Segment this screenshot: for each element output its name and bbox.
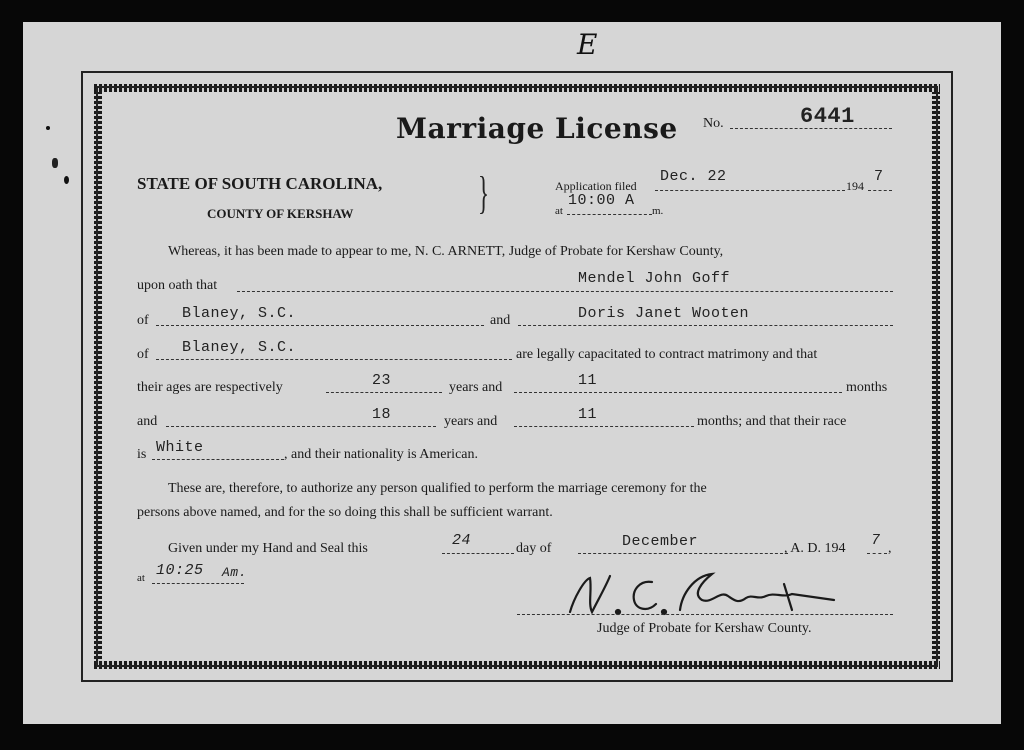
groom-age-months: 11 bbox=[578, 372, 598, 389]
months-race-text: months; and that their race bbox=[697, 414, 847, 429]
given-day-line bbox=[442, 553, 514, 554]
bride-years-line bbox=[166, 426, 436, 427]
day-of-label: day of bbox=[516, 541, 552, 556]
given-month: December bbox=[622, 533, 699, 550]
given-label: Given under my Hand and Seal this bbox=[168, 541, 368, 556]
and-label: and bbox=[137, 414, 158, 429]
license-title: Marriage License bbox=[396, 112, 678, 145]
application-year-prefix: 194 bbox=[846, 179, 864, 193]
application-time: 10:00 A bbox=[568, 192, 635, 209]
application-date: Dec. 22 bbox=[660, 168, 727, 185]
judge-signature bbox=[552, 560, 852, 630]
given-time-line bbox=[152, 583, 244, 584]
signature-line bbox=[517, 614, 893, 615]
license-number: 6441 bbox=[800, 104, 855, 129]
bride-months-line bbox=[514, 426, 694, 427]
months-label: months bbox=[846, 380, 888, 395]
is-label: is bbox=[137, 447, 147, 462]
of-label: of bbox=[137, 313, 149, 328]
application-label: Application filed bbox=[555, 179, 637, 193]
bride-place-line bbox=[156, 359, 512, 360]
m-label: m. bbox=[652, 205, 664, 217]
and-label: and bbox=[490, 313, 511, 328]
of-label: of bbox=[137, 347, 149, 362]
at-label: at bbox=[137, 572, 145, 584]
years-and-label: years and bbox=[444, 414, 498, 429]
bride-line bbox=[518, 325, 893, 326]
state-name: STATE OF SOUTH CAROLINA, bbox=[137, 174, 383, 193]
bride-age-years: 18 bbox=[372, 406, 392, 423]
years-and-label: years and bbox=[449, 380, 503, 395]
groom-name: Mendel John Goff bbox=[578, 270, 731, 287]
comma: , bbox=[888, 541, 892, 556]
number-label: No. bbox=[703, 116, 724, 131]
given-ampm: Am. bbox=[222, 565, 247, 580]
authorize-line-1: These are, therefore, to authorize any person qualified to perform the marriage ceremony for the bbox=[168, 481, 707, 496]
at-label: at bbox=[555, 205, 563, 217]
given-year-line bbox=[867, 553, 887, 554]
groom-place-line bbox=[156, 325, 484, 326]
upon-oath-label: upon oath that bbox=[137, 278, 218, 293]
application-year-line bbox=[868, 190, 892, 191]
groom-place: Blaney, S.C. bbox=[182, 305, 297, 322]
given-time: 10:25 bbox=[156, 562, 204, 579]
given-day: 24 bbox=[452, 532, 472, 549]
bride-place: Blaney, S.C. bbox=[182, 339, 297, 356]
authorize-line-2: persons above named, and for the so doing this shall be sufficient warrant. bbox=[137, 505, 553, 520]
brace: } bbox=[478, 167, 490, 218]
application-date-line bbox=[655, 190, 845, 191]
bride-age-months: 11 bbox=[578, 406, 598, 423]
groom-age-years: 23 bbox=[372, 372, 392, 389]
application-year-digit: 7 bbox=[874, 168, 884, 185]
legally-text: are legally capacitated to contract matrimony and that bbox=[516, 347, 818, 362]
county-name: COUNTY OF KERSHAW bbox=[207, 206, 354, 221]
given-month-line bbox=[578, 553, 788, 554]
given-year-digit: 7 bbox=[871, 532, 881, 549]
application-time-line bbox=[567, 214, 652, 215]
scan-speck bbox=[52, 158, 58, 168]
nationality-text: , and their nationality is American. bbox=[284, 447, 479, 462]
groom-months-line bbox=[514, 392, 842, 393]
ages-label: their ages are respectively bbox=[137, 380, 283, 395]
race-line bbox=[152, 459, 284, 460]
groom-line bbox=[237, 291, 893, 292]
ad-label: , A. D. 194 bbox=[784, 541, 846, 556]
groom-years-line bbox=[326, 392, 442, 393]
whereas-line: Whereas, it has been made to appear to me, N. C. ARNETT, Judge of Probate for Kershaw County, bbox=[168, 244, 724, 259]
scan-speck bbox=[46, 126, 50, 130]
handwritten-mark: E bbox=[577, 28, 598, 61]
race-value: White bbox=[156, 439, 204, 456]
bride-name: Doris Janet Wooten bbox=[578, 305, 750, 322]
scan-speck bbox=[64, 176, 69, 184]
signature-caption: Judge of Probate for Kershaw County. bbox=[597, 621, 812, 636]
